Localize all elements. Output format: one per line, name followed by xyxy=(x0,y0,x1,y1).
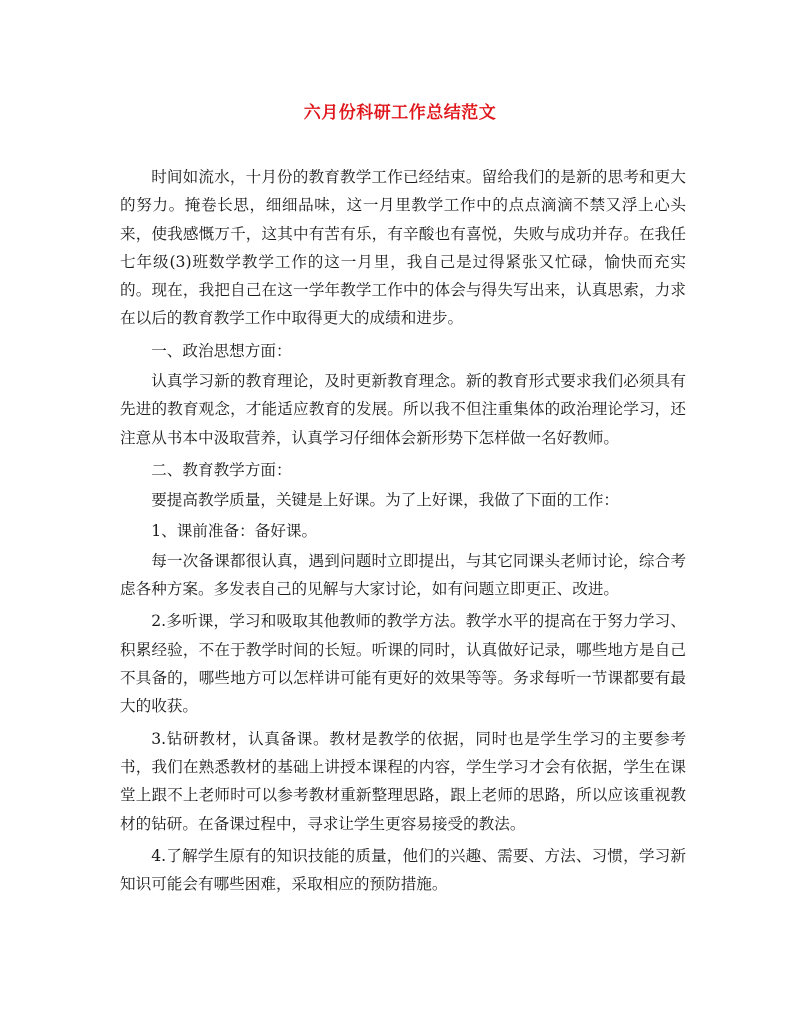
paragraph-intro: 时间如流水，十月份的教育教学工作已经结束。留给我们的是新的思考和更大的努力。掩卷长思，细细品味，这一月里教学工作中的点点滴滴不禁又浮上心头来，使我感慨万千，这其中有苦有乐，有辛酸也有喜悦，失败与成功并存。在我任七年级(3)班数学教学工作的这一月里，我自己是过得紧张又忙碌，愉快而充实的。现在，我把自己在这一学年教学工作中的体会与得失写出来，认真思索，力求在以后的教育教学工作中取得更大的成绩和进步。 xyxy=(120,168,686,328)
paragraph-political: 认真学习新的教育理论，及时更新教育理念。新的教育形式要求我们必须具有先进的教育观念，才能适应教育的发展。所以我不但注重集体的政治理论学习，还注意从书本中汲取营养，认真学习仔细体会新形势下怎样做一名好教师。 xyxy=(120,372,686,447)
document-body xyxy=(120,163,686,902)
paragraph-preparation: 每一次备课都很认真，遇到问题时立即提出，与其它同课头老师讨论，综合考虑各种方案。多发表自己的见解与大家讨论，如有问题立即更正、改进。 xyxy=(120,551,686,599)
paragraph-teaching-intro: 要提高教学质量，关键是上好课。为了上好课，我做了下面的工作： xyxy=(151,491,620,510)
section-heading-political: 一、政治思想方面： xyxy=(151,341,292,360)
document-title: 六月份科研工作总结范文 xyxy=(303,103,497,123)
list-item-study-materials: 3.钻研教材，认真备课。教材是教学的依据，同时也是学生学习的主要参考书，我们在熟悉教材的基础上讲授本课程的内容，学生学习才会有依据，学生在课堂上跟不上老师时可以参考教材重新整理思路，跟上老师的思路，所以应该重视教材的钻研。在备课过程中，寻求让学生更容易接受的教法。 xyxy=(120,729,686,833)
section-heading-teaching: 二、教育教学方面： xyxy=(151,460,292,479)
list-item-observe-lessons: 2.多听课，学习和吸取其他教师的教学方法。教学水平的提高在于努力学习、积累经验，不在于教学时间的长短。听课的同时，认真做好记录，哪些地方是自己不具备的，哪些地方可以怎样讲可能有更好的效果等等。务求每听一节课都要有最大的收获。 xyxy=(120,612,686,716)
list-item-preparation: 1、课前准备：备好课。 xyxy=(151,521,318,540)
list-item-understand-students: 4.了解学生原有的知识技能的质量，他们的兴趣、需要、方法、习惯，学习新知识可能会有哪些困难，采取相应的预防措施。 xyxy=(120,846,686,894)
